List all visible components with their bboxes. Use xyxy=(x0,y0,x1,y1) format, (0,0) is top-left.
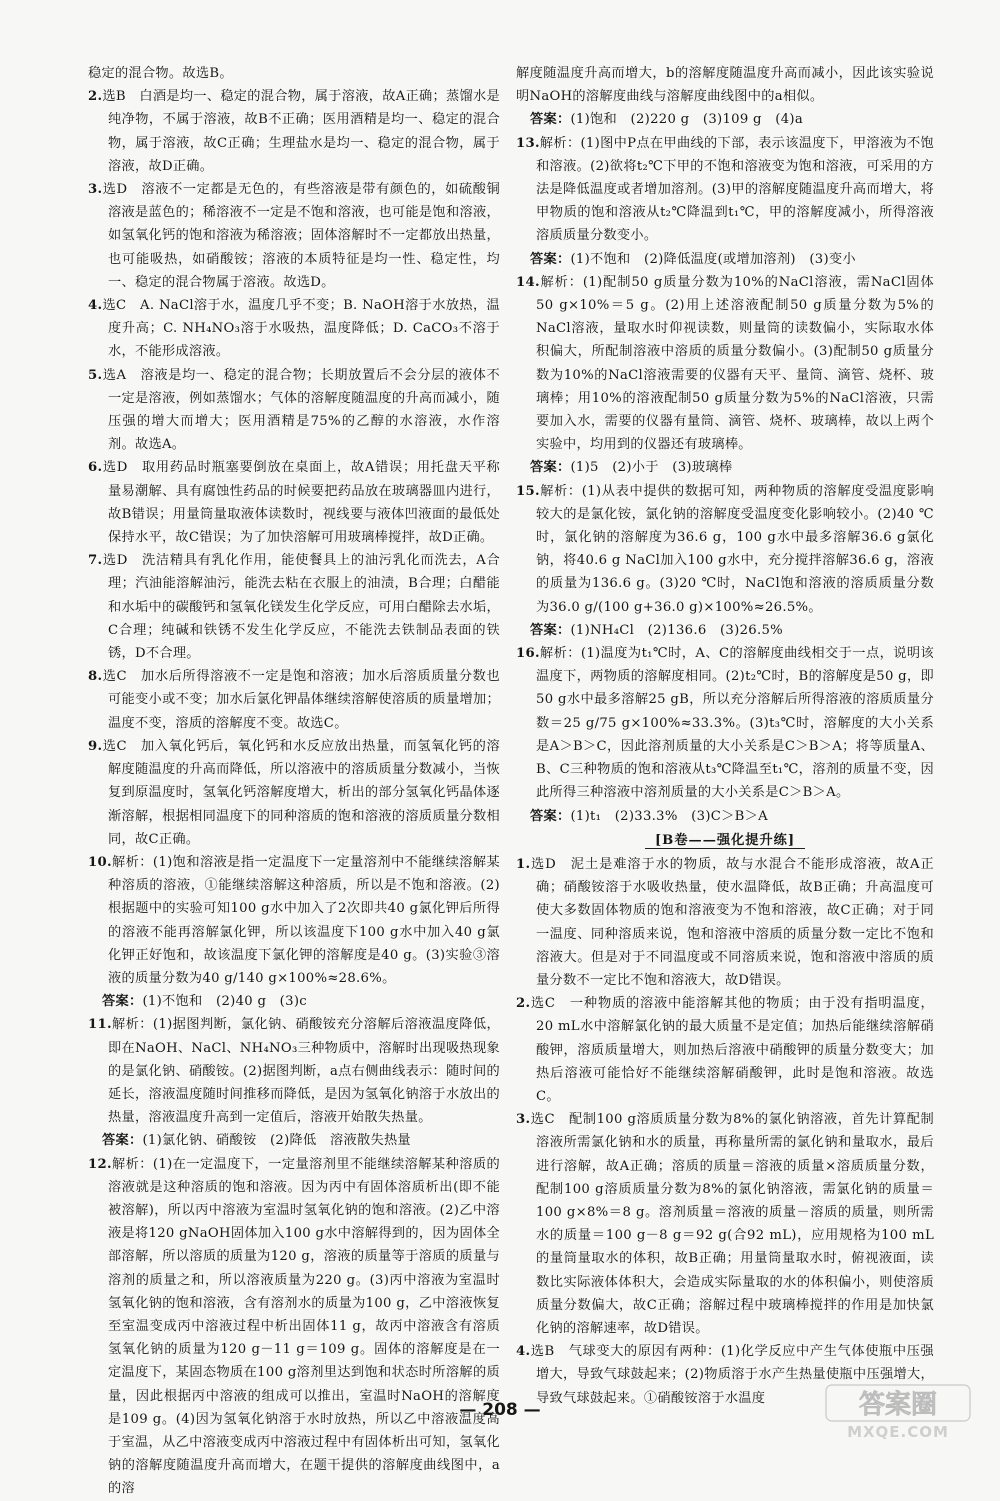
right-column xyxy=(516,62,934,1410)
question-text: 选B 白酒是均一、稳定的混合物，属于溶液，故A正确；蒸馏水是纯净物，不属于溶液，故B不正确；医用酒精是均一、稳定的混合物，属于溶液，故C正确；生理盐水是均一、稳定的混合物，属于溶液，故D正确。 xyxy=(102,89,500,174)
answer-value: (1)NH₄Cl (2)136.6 (3)26.5% xyxy=(570,622,783,638)
question-text: 选C 加水后所得溶液不一定是饱和溶液；加水后溶质质量分数也可能变小或不变；加水后氯化钾晶体继续溶解使溶质的质量增加；温度不变，溶质的溶解度不变。故选C。 xyxy=(102,669,500,731)
answer-label: 答案： xyxy=(530,622,571,638)
question-number: 12. xyxy=(88,1156,112,1172)
question-item xyxy=(88,549,500,665)
question-number: 10. xyxy=(88,854,112,870)
question-text: 选C 加入氧化钙后，氧化钙和水反应放出热量，而氢氧化钙的溶解度随温度的升高而降低，所以溶液中的溶质质量分数减小，当恢复到原温度时，氢氧化钙溶解度增大，析出的部分氢氧化钙晶体逐渐溶解，根据相同温度下的同种溶质的饱和溶液的溶质质量分数相同，故C正确。 xyxy=(102,738,500,847)
question-number: 7. xyxy=(88,553,103,569)
question-item xyxy=(88,62,500,85)
question-text: 解析：(1)据图判断，氯化钠、硝酸铵充分溶解后溶液温度降低，即在NaOH、NaCl、NH₄NO₃三种物质中，溶解时出现吸热现象的是氯化钠、硝酸铵。(2)据图判断，a点右侧曲线表示：随时间的延长，溶液温度随时间推移而降低，是因为氢氧化钠溶于水放出的热量，溶液温度升高到一定值后，溶液开始散失热量。 xyxy=(108,1017,500,1126)
question-text: 选D 溶液不一定都是无色的，有些溶液是带有颜色的，如硫酸铜溶液是蓝色的；稀溶液不一定是不饱和溶液，也可能是饱和溶液，如氢氧化钙的饱和溶液为稀溶液；固体溶解时不一定都放出热量，也可能吸热，如硝酸铵；溶液的本质特征是均一性、稳定性，均一、稳定的混合物属于溶液。故选D。 xyxy=(102,182,500,290)
question-item xyxy=(88,85,500,178)
answer-value: (1)不饱和 (2)降低温度(或增加溶剂) (3)变小 xyxy=(570,251,856,267)
question-text: 稳定的混合物。故选B。 xyxy=(88,66,233,81)
question-number: 16. xyxy=(516,646,540,662)
question-item xyxy=(516,642,934,804)
question-number: 5. xyxy=(88,367,103,383)
question-item xyxy=(88,364,500,457)
question-text: 解析：(1)从表中提供的数据可知，两种物质的溶解度受温度影响较大的是氯化铵，氯化钠的溶解度受温度变化影响较小。(2)40 ℃时，氯化钠的溶解度为36.6 g，100 g水中最多溶解36.6 g氯化钠，将40.6 g NaCl加入100 g水中，充分搅拌溶解36.6 g，溶液的质量为136.6 g。(3)20 ℃时，NaCl饱和溶液的溶质质量分数为36.0 g/(100 g+36.0 g)×100%≈26.5%。 xyxy=(536,483,934,615)
answer-label: 答案： xyxy=(530,251,571,267)
question-number: 4. xyxy=(516,1344,531,1360)
question-item xyxy=(516,271,934,457)
section-heading-text: [B卷——强化提升练] xyxy=(645,833,805,849)
question-item xyxy=(88,851,500,990)
question-number: 6. xyxy=(88,460,103,476)
question-number: 3. xyxy=(516,1112,531,1128)
answer-value: (1)氯化钠、硝酸铵 (2)降低 溶液散失热量 xyxy=(142,1133,411,1149)
question-text: 解析：(1)配制50 g质量分数为10%的NaCl溶液，需NaCl固体50 g×10%＝5 g。(2)用上述溶液配制50 g质量分数为5%的NaCl溶液，量取水时仰视读数，则量筒的读数偏小，实际取水体积偏大，所配制溶液中溶质的质量分数偏小。(3)配制50 g质量分数为10%的NaCl溶液需要的仪器有天平、量筒、滴管、烧杯、玻璃棒；用10%的溶液配制50 g质量分数为5%的NaCl溶液，只需要加入水，需要的仪器有量筒、滴管、烧杯、玻璃棒，故以上两个实验中，均用到的仪器还有玻璃棒。 xyxy=(536,274,934,453)
answer-label: 答案： xyxy=(530,808,571,824)
answer-line xyxy=(516,619,934,642)
answer-value: (1)t₁ (2)33.3% (3)C＞B＞A xyxy=(570,808,768,824)
question-text: 选D 取用药品时瓶塞要倒放在桌面上，故A错误；用托盘天平称量易潮解、具有腐蚀性药品的时候要把药品放在玻璃器皿内进行，故B错误；用量筒量取液体读数时，视线要与液体凹液面的最低处保持水平，故C错误；为了加快溶解可用玻璃棒搅拌，故D正确。 xyxy=(102,460,500,546)
question-item xyxy=(88,1153,500,1501)
answer-line xyxy=(516,248,934,271)
answer-line xyxy=(516,108,934,131)
question-item xyxy=(88,1013,500,1129)
question-text: 选C 配制100 g溶质质量分数为8%的氯化钠溶液，首先计算配制溶液所需氯化钠和水的质量，再称量所需的氯化钠和量取水，最后进行溶解，故A正确；溶质的质量＝溶液的质量×溶质质量分数，配制100 g溶质质量分数为8%的氯化钠溶液，需氯化钠的质量＝100 g×8%＝8 g。溶剂质量＝溶液的质量－溶质的质量，则所需水的质量＝100 g－8 g＝92 g(合92 mL)，应用规格为100 mL的量筒量取水的体积，故B正确；用量筒量取水时，俯视液面，读数比实际液体体积大，会造成实际量取的水的体积偏小，则使溶质质量分数偏大，故C正确；溶解过程中玻璃棒搅拌的作用是加快氯化钠的溶解速率，故D错误。 xyxy=(530,1112,934,1336)
question-number: 4. xyxy=(88,298,103,314)
question-item xyxy=(88,294,500,364)
question-item xyxy=(516,853,934,992)
question-text: 解析：(1)温度为t₁℃时，A、C的溶解度曲线相交于一点，说明该温度下，两物质的溶解度相同。(2)t₂℃时，B的溶解度是50 g，即50 g水中最多溶解25 gB，所以充分溶解后所得溶液的溶质质量分数＝25 g/75 g×100%≈33.3%。(3)t₃℃时，溶解度的大小关系是A＞B＞C，因此溶剂质量的大小关系是C＞B＞A；将等质量A、B、C三种物质的饱和溶液从t₃℃降温至t₁℃，溶剂的质量不变，因此所得三种溶液中溶剂质量的大小关系是C＞B＞A。 xyxy=(536,646,934,801)
question-text: 选A 溶液是均一、稳定的混合物；长期放置后不会分层的液体不一定是溶液，例如蒸馏水；气体的溶解度随温度的升高而减小，随压强的增大而增大；医用酒精是75%的乙醇的水溶液，水作溶剂。故选A。 xyxy=(102,367,500,453)
question-text: 解度随温度升高而增大，b的溶解度随温度升高而减小，因此该实验说明NaOH的溶解度曲线与溶解度曲线图中的a相似。 xyxy=(516,66,934,105)
question-number: 14. xyxy=(516,274,540,290)
watermark-url: MXQE.COM xyxy=(847,1423,949,1441)
question-item xyxy=(516,132,934,248)
watermark-logo xyxy=(824,1383,972,1441)
answer-label: 答案： xyxy=(102,994,143,1010)
answer-value: (1)不饱和 (2)40 g (3)c xyxy=(142,994,307,1010)
answer-value: (1)饱和 (2)220 g (3)109 g (4)a xyxy=(570,112,803,128)
question-number: 9. xyxy=(88,738,103,754)
answer-line xyxy=(516,456,934,479)
answer-line xyxy=(88,1129,500,1152)
question-number: 2. xyxy=(516,996,531,1012)
question-text: 解析：(1)在一定温度下，一定量溶剂里不能继续溶解某种溶质的溶液就是这种溶质的饱和溶液。因为丙中有固体溶质析出(即不能被溶解)，所以丙中溶液为室温时氢氧化钠的饱和溶液。(2)乙中溶液是将120 gNaOH固体加入100 g水中溶解得到的，因为固体全部溶解，所以溶质的质量为120 g，溶液的质量等于溶质的质量与溶剂的质量之和，所以溶液质量为220 g。(3)丙中溶液为室温时氢氧化钠的饱和溶液，含有溶剂水的质量为100 g，乙中溶液恢复至室温变成丙中溶液过程中析出固体11 g，故丙中溶液含有溶质氢氧化钠的质量为120 g－11 g＝109 g。固体的溶解度是在一定温度下，某固态物质在100 g溶剂里达到饱和状态时所溶解的质量，因此根据丙中溶液的组成可以推出，室温时NaOH的溶解度是109 g。(4)因为氢氧化钠溶于水时放热，所以乙中溶液温度高于室温，从乙中溶液变成丙中溶液过程中有固体析出可知，氢氧化钠的溶解度随温度升高而增大，在题干提供的溶解度曲线图中，a的溶 xyxy=(108,1156,500,1497)
question-number: 11. xyxy=(88,1017,112,1033)
question-text: 选B 气球变大的原因有两种：(1)化学反应中产生气体使瓶中压强增大，导致气球鼓起来；(2)物质溶于水产生热量使瓶中压强增大，导致气球鼓起来。①硝酸铵溶于水温度 xyxy=(530,1344,934,1406)
left-column xyxy=(88,62,500,1501)
question-text: 解析：(1)图中P点在甲曲线的下部，表示该温度下，甲溶液为不饱和溶液。(2)欲将t₂℃下甲的不饱和溶液变为饱和溶液，可采用的方法是降低温度或者增加溶剂。(3)甲的溶解度随温度升高而增大，将甲物质的饱和溶液从t₂℃降温到t₁℃，甲的溶解度减小，所得溶液溶质质量分数变小。 xyxy=(536,135,934,244)
watermark-title: 答案圈 xyxy=(858,1390,938,1420)
question-number: 3. xyxy=(88,182,103,198)
question-item xyxy=(88,456,500,549)
question-number: 1. xyxy=(516,856,531,872)
question-item xyxy=(88,735,500,851)
answer-label: 答案： xyxy=(530,460,571,476)
question-number: 2. xyxy=(88,89,103,105)
question-text: 选D 泥土是难溶于水的物质，故与水混合不能形成溶液，故A正确；硝酸铵溶于水吸收热量，使水温降低，故B正确；升高温度可使大多数固体物质的饱和溶液变为不饱和溶液，故C正确；对于同一温度、同种溶质来说，饱和溶液中溶质的质量分数一定比不饱和溶液大。但是对于不同温度或不同溶质来说，饱和溶液中溶质的质量分数不一定比不饱和溶液大，故D错误。 xyxy=(530,856,934,988)
answer-label: 答案： xyxy=(102,1133,143,1149)
question-text: 选C A. NaCl溶于水，温度几乎不变；B. NaOH溶于水放热，温度升高；C. NH₄NO₃溶于水吸热，温度降低；D. CaCO₃不溶于水，不能形成溶液。 xyxy=(102,298,500,360)
question-number: 15. xyxy=(516,483,540,499)
question-item xyxy=(516,62,934,108)
question-text: 选C 一种物质的溶液中能溶解其他的物质；由于没有指明温度，20 mL水中溶解氯化钠的最大质量不是定值；加热后能继续溶解硝酸钾，溶质质量增大，则加热后溶液中硝酸钾的质量分数变大；加热后溶液可能恰好不能继续溶解硝酸钾，此时是饱和溶液。故选C。 xyxy=(530,996,934,1104)
answer-line xyxy=(88,990,500,1013)
question-item xyxy=(88,178,500,294)
question-item xyxy=(516,992,934,1108)
question-item xyxy=(516,480,934,619)
answer-label: 答案： xyxy=(530,112,571,128)
section-heading xyxy=(516,829,934,852)
question-number: 13. xyxy=(516,135,540,151)
question-text: 解析：(1)饱和溶液是指一定温度下一定量溶剂中不能继续溶解某种溶质的溶液，①能继续溶解这种溶质，所以是不饱和溶液。(2)根据题中的实验可知100 g水中加入了2次即共40 g氯化钾后所得的溶液不能再溶解氯化钾，所以该温度下100 g水中加入40 g氯化钾正好饱和，故该温度下氯化钾的溶解度是40 g。(3)实验③溶液的质量分数为40 g/140 g×100%≈28.6%。 xyxy=(108,854,500,986)
answer-value: (1)5 (2)小于 (3)玻璃棒 xyxy=(570,460,733,476)
question-item xyxy=(516,1108,934,1340)
answer-line xyxy=(516,805,934,828)
question-number: 8. xyxy=(88,669,103,685)
question-text: 选D 洗洁精具有乳化作用，能使餐具上的油污乳化而洗去，A合理；汽油能溶解油污，能洗去粘在衣服上的油渍，B合理；白醋能和水垢中的碳酸钙和氢氧化镁发生化学反应，可用白醋除去水垢，C合理；纯碱和铁锈不发生化学反应，不能洗去铁制品表面的铁锈，D不合理。 xyxy=(102,553,500,662)
question-item xyxy=(88,665,500,735)
page-number: — 208 — xyxy=(459,1400,541,1420)
